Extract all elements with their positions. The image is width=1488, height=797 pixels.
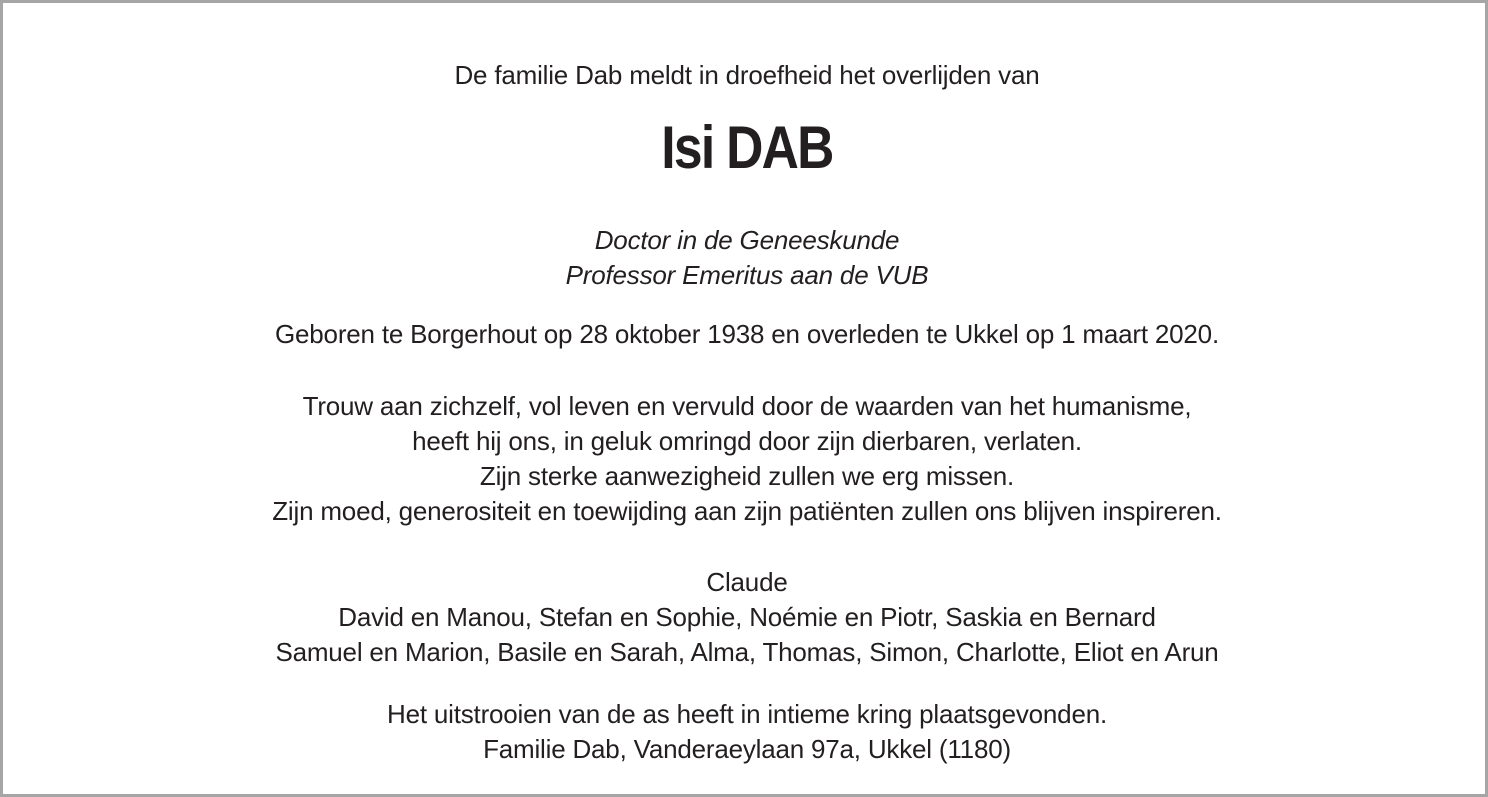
title-line-professor: Professor Emeritus aan de VUB (565, 260, 929, 290)
family-line-grandchildren: Samuel en Marion, Basile en Sarah, Alma, Thomas, Simon, Charlotte, Eliot en Arun (275, 637, 1219, 667)
family-line-spouse: Claude (706, 567, 788, 597)
closing-line-address: Familie Dab, Vanderaeylaan 97a, Ukkel (1180) (483, 734, 1011, 764)
family-line-children: David en Manou, Stefan en Sophie, Noémie en Piotr, Saskia en Bernard (338, 602, 1156, 632)
tribute-line: Zijn sterke aanwezigheid zullen we erg missen. (479, 461, 1015, 491)
tribute-line: Trouw aan zichzelf, vol leven en vervuld door de waarden van het humanisme, (302, 391, 1192, 421)
tribute-line: heeft hij ons, in geluk omringd door zijn dierbaren, verlaten. (412, 426, 1082, 456)
intro-text: De familie Dab meldt in droefheid het overlijden van (454, 60, 1040, 90)
closing-line-ashes: Het uitstrooien van de as heeft in intieme kring plaatsgevonden. (387, 699, 1107, 729)
tribute-line: Zijn moed, generositeit en toewijding aan zijn patiënten zullen ons blijven inspireren. (272, 496, 1222, 526)
title-line-doctor: Doctor in de Geneeskunde (594, 225, 900, 255)
birth-death-text: Geboren te Borgerhout op 28 oktober 1938 en overleden te Ukkel op 1 maart 2020. (275, 319, 1219, 349)
deceased-name: Isi DAB (661, 114, 833, 181)
